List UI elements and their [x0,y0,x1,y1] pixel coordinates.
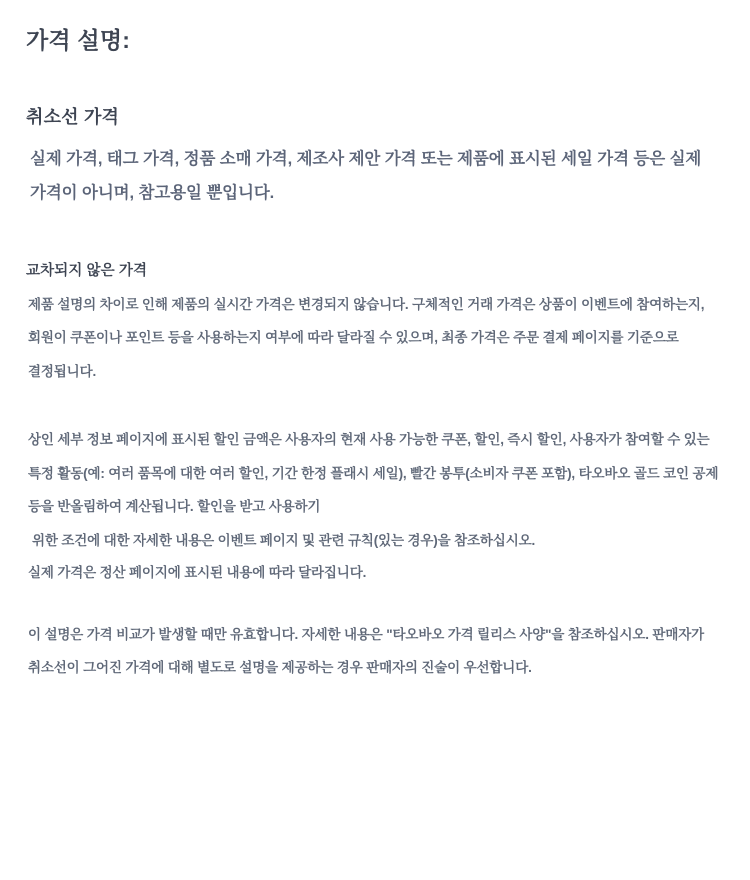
paragraph-discount-calculation: 상인 세부 정보 페이지에 표시된 할인 금액은 사용자의 현재 사용 가능한 쿠폰, 할인, 즉시 할인, 사용자가 참여할 수 있는 특정 활동(예: 여러 품목에 대한 여러 할인, 기간 한정 플래시 세일), 빨간 봉투(소비자 쿠폰 포함), 타오바오 골드 코인 공제 등을 반올림하여 계산됩니다. 할인을 받고 사용하기 [28,431,719,515]
paragraph-settlement-page: 실제 가격은 정산 페이지에 표시된 내용에 따라 달라집니다. [28,564,367,580]
paragraph-price-comparison-validity: 이 설명은 가격 비교가 발생할 때만 유효합니다. 자세한 내용은 "타오바오 가격 릴리스 사양"을 참조하십시오. 판매자가 취소선이 그어진 가격에 대해 별도로 설명을 제공하는 경우 판매자의 진술이 우선합니다. [28,626,704,676]
section-non-crossed-price [26,211,724,685]
section-strikethrough-price [26,55,724,211]
lead-paragraph: 실제 가격, 태그 가격, 정품 소매 가격, 제조사 제안 가격 또는 제품에 표시된 세일 가격 등은 실제 가격이 아니며, 참고용일 뿐입니다. [30,150,702,202]
page-title: 가격 설명: [26,27,131,53]
paragraph-realtime-price: 제품 설명의 차이로 인해 제품의 실시간 가격은 변경되지 않습니다. 구체적인 거래 가격은 상품이 이벤트에 참여하는지, 회원이 쿠폰이나 포인트 등을 사용하는지 여부에 따라 달라질 수 있으며, 최종 가격은 주문 결제 페이지를 기준으로 결정됩니다. [28,296,705,380]
section-heading-strikethrough-price: 취소선 가격 [26,107,120,127]
section-heading-non-crossed-price: 교차되지 않은 가격 [26,262,148,279]
paragraph-conditions-reference: 위한 조건에 대한 자세한 내용은 이벤트 페이지 및 관련 규칙(있는 경우)을 참조하십시오. [32,533,536,549]
